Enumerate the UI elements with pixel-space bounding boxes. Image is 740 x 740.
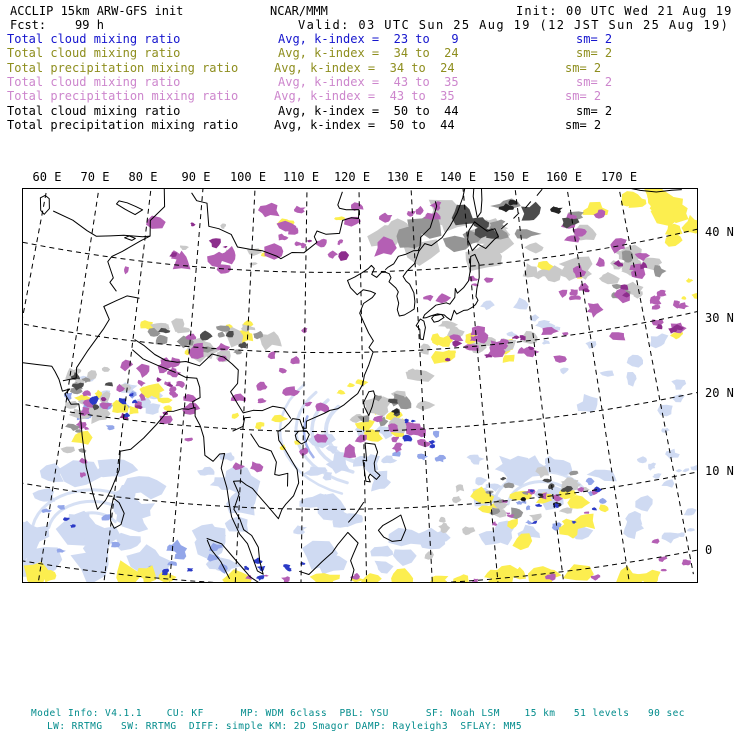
forecast-map (22, 188, 698, 583)
kindex-stat: Avg, k-index = 23 to 9 (278, 32, 459, 46)
kindex-stat: Avg, k-index = 50 to 44 (274, 118, 455, 132)
smooth-stat: sm= 2 (576, 75, 613, 89)
kindex-stat: Avg, k-index = 43 to 35 (274, 89, 455, 103)
field-label: Total cloud mixing ratio (7, 32, 181, 46)
lon-tick-label: 160 E (545, 170, 583, 184)
lon-tick-label: 110 E (282, 170, 320, 184)
kindex-stat: Avg, k-index = 34 to 24 (278, 46, 459, 60)
init-time: Init: 00 UTC Wed 21 Aug 19 (516, 4, 733, 18)
smooth-stat: sm= 2 (576, 46, 613, 60)
smooth-stat: sm= 2 (565, 118, 602, 132)
lon-tick-label: 90 E (181, 170, 211, 184)
smooth-stat: sm= 2 (576, 32, 613, 46)
lon-tick-label: 120 E (333, 170, 371, 184)
field-label: Total precipitation mixing ratio (7, 89, 239, 103)
lon-tick-label: 170 E (600, 170, 638, 184)
kindex-stat: Avg, k-index = 43 to 35 (278, 75, 459, 89)
field-label: Total precipitation mixing ratio (7, 118, 239, 132)
lat-tick-label: 30 N (705, 311, 734, 325)
org-label: NCAR/MMM (270, 4, 328, 18)
model-config-line2: LW: RRTMG SW: RRTMG DIFF: simple KM: 2D Smagor DAMP: Rayleigh3 SFLAY: MM5 (47, 721, 523, 732)
smooth-stat: sm= 2 (576, 104, 613, 118)
lat-tick-label: 10 N (705, 464, 734, 478)
smooth-stat: sm= 2 (565, 61, 602, 75)
kindex-stat: Avg, k-index = 34 to 24 (274, 61, 455, 75)
lon-tick-label: 150 E (492, 170, 530, 184)
lon-tick-label: 100 E (229, 170, 267, 184)
field-label: Total cloud mixing ratio (7, 46, 181, 60)
lat-tick-label: 0 (705, 543, 713, 557)
field-label: Total precipitation mixing ratio (7, 61, 239, 75)
field-label: Total cloud mixing ratio (7, 104, 181, 118)
lon-tick-label: 140 E (439, 170, 477, 184)
model-title: ACCLIP 15km ARW-GFS init (10, 4, 184, 18)
lon-tick-label: 130 E (386, 170, 424, 184)
smooth-stat: sm= 2 (565, 89, 602, 103)
forecast-hour: Fcst: 99 h (10, 18, 104, 32)
model-config-line1: Model Info: V4.1.1 CU: KF MP: WDM 6class PBL: YSU SF: Noah LSM 15 km 51 levels 90 sec (31, 708, 685, 719)
lon-tick-label: 60 E (32, 170, 62, 184)
lon-tick-label: 70 E (80, 170, 110, 184)
lat-tick-label: 40 N (705, 225, 734, 239)
valid-time: Valid: 03 UTC Sun 25 Aug 19 (12 JST Sun 25 Aug 19) (298, 18, 730, 32)
field-label: Total cloud mixing ratio (7, 75, 181, 89)
lon-tick-label: 80 E (128, 170, 158, 184)
lat-tick-label: 20 N (705, 386, 734, 400)
kindex-stat: Avg, k-index = 50 to 44 (278, 104, 459, 118)
